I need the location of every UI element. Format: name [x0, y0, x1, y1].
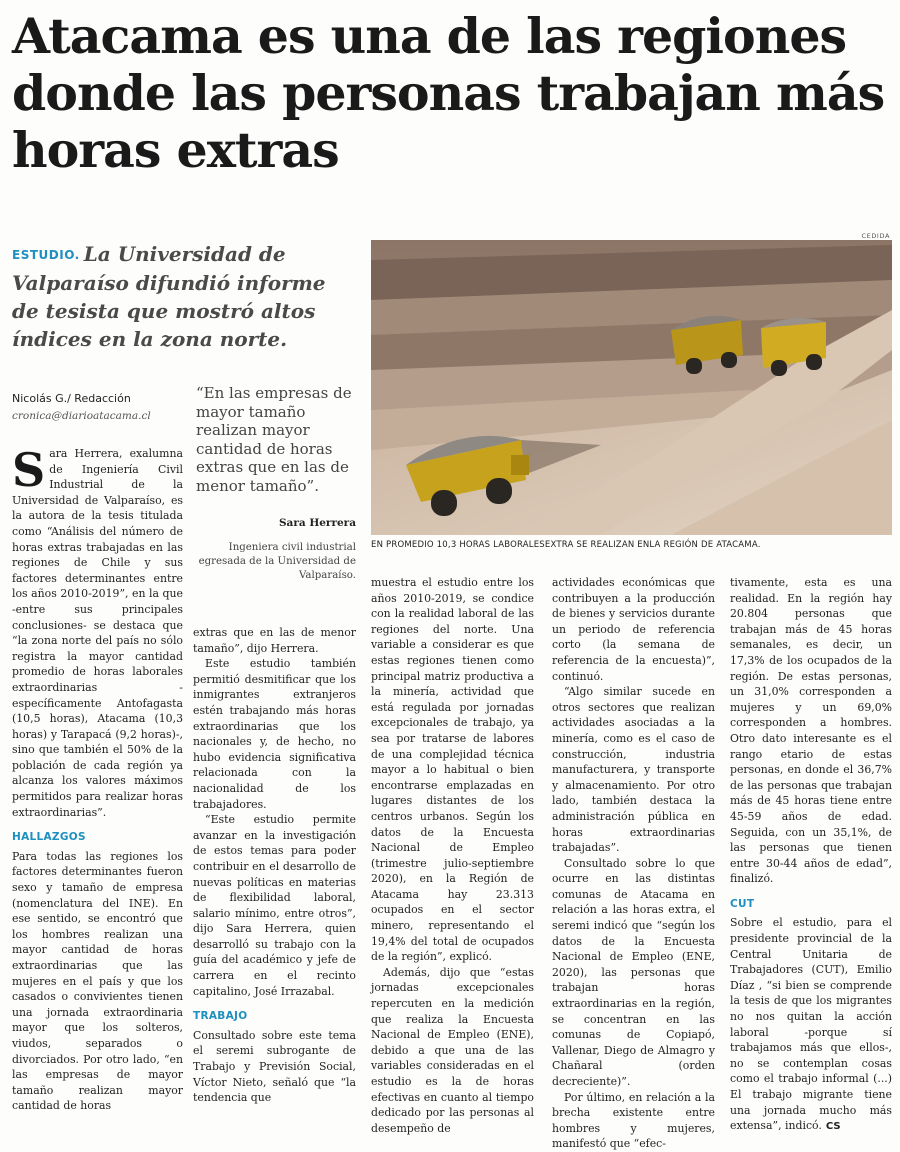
pull-quote: “En las empresas de mayor tamaño realizan mayor cantidad de horas extras que en las de menor tamaño”.: [196, 384, 352, 495]
column-2: [193, 625, 356, 1106]
col4-paragraph-1: actividades económicas que contribuyen a la producción de bienes y servicios durante un periodo de referencia corto (la semana de referencia de la encuesta)”, continuó.: [552, 576, 715, 683]
drop-cap: S: [12, 443, 46, 497]
col2-paragraph-1: extras que en las de menor tamaño”, dijo Herrera.: [193, 626, 356, 655]
col2-paragraph-2: Este estudio también permitió desmitificar que los inmigrantes extranjeros estén trabajando más horas extraordinarias que los nacionales y, de hecho, no hubo evidencia significativa relacionada con la nacionalidad de los trabajadores.: [193, 657, 356, 811]
column-3: [371, 575, 534, 1136]
col1-paragraph-2: Para todas las regiones los factores determinantes fueron sexo y tamaño de empresa (nomenclatura del INE). En ese sentido, se encontró que los hombres realizan una mayor cantidad de horas extraordinarias que las mujeres en el país y que los casados o convivientes tienen una jornada extraordinaria mayor que los solteros, viudos, separados o divorciados. Por otro lado, “en las empresas de mayor tamaño realizan mayor cantidad de horas: [12, 849, 183, 1113]
column-4: [552, 575, 715, 1152]
col2-paragraph-4: Consultado sobre este tema el seremi subrogante de Trabajo y Previsión Social, Víctor Nieto, señaló que “la tendencia que: [193, 1028, 356, 1105]
byline-email: cronica@diarioatacama.cl: [12, 410, 151, 422]
column-1: [12, 443, 183, 1114]
mining-trucks-photo: [371, 240, 892, 535]
kicker-text: La Universidad de Valparaíso difundió informe de tesista que mostró altos índices en la zona norte.: [12, 242, 326, 351]
photo-caption: EN PROMEDIO 10,3 HORAS LABORALESEXTRA SE REALIZAN ENLA REGIÓN DE ATACAMA.: [371, 540, 761, 550]
section-heading-cut: CUT: [730, 897, 755, 910]
end-mark-icon: CS: [825, 1121, 841, 1133]
mining-photo-illustration: [371, 240, 892, 535]
col2-paragraph-3: “Este estudio permite avanzar en la investigación de estos temas para poder contribuir en el desarrollo de nuevas políticas en materias de flexibilidad laboral, salario mínimo, entre otros”, dijo Sara Herrera, quien desarrolló su trabajo con la guía del académico y jefe de carrera en el recinto capitalino, José Irrazabal.: [193, 813, 356, 998]
kicker-tag: ESTUDIO.: [12, 248, 80, 262]
pull-quote-role: Ingeniera civil industrial egresada de la Universidad de Valparaíso.: [198, 542, 356, 581]
col5-paragraph-2: [730, 915, 892, 1134]
col1-paragraph-1: ara Herrera, exalumna de Ingeniería Civil Industrial de la Universidad de Valparaíso, es la autora de la tesis titulada como “Análisis del número de horas extras trabajadas en las regiones de Chile y sus factores determinantes entre los años 2010-2019”, en la que -entre sus principales conclusiones- se destaca que “la zona norte del país no sólo registra la mayor cantidad promedio de horas laborales extraordinarias -específicamente Antofagasta (10,5 horas), Atacama (10,3 horas) y Tarapacá (9,2 horas)-, sino que también el 50% de la población de cada región ya alcanza los valores máximos permitidos para realizar horas extraordinarias”.: [12, 447, 183, 819]
pull-quote-author: Sara Herrera: [278, 517, 356, 529]
column-5: [730, 575, 892, 1135]
photo-credit: CEDIDA: [861, 232, 890, 240]
col4-paragraph-4: Por último, en relación a la brecha existente entre hombres y mujeres, manifestó que “efec-: [552, 1090, 715, 1151]
section-heading-trabajo: TRABAJO: [193, 1010, 248, 1023]
section-heading-hallazgos: HALLAZGOS: [12, 831, 86, 844]
headline: Atacama es una de las regiones donde las personas trabajan más horas extras: [12, 7, 885, 179]
col5-paragraph-1: tivamente, esta es una realidad. En la región hay 20.804 personas que trabajan más de 45 horas semanales, es decir, un 17,3% de los ocupados de la región. De estas personas, un 31,0% corresponden a mujeres y un 69,0% corresponden a hombres. Otro dato interesante es el rango etario de estas personas, en donde el 36,7% de las personas que trabajan más de 45 horas tiene entre 45-59 años de edad. Seguida, con un 35,1%, de las personas que tienen entre 30-44 años de edad”, finalizó.: [730, 576, 892, 886]
byline-author: Nicolás G./ Redacción: [12, 392, 131, 405]
col3-paragraph-2: Además, dijo que “estas jornadas excepcionales repercuten en la medición que realiza la Encuesta Nacional de Empleo (ENE), debido a que una de las variables consideradas en el estudio es la de horas efectivas en cuanto al tiempo dedicado por las personas al desempeño de: [371, 965, 534, 1135]
col3-paragraph-1: muestra el estudio entre los años 2010-2019, se condice con la realidad laboral de las regiones del norte. Una variable a considerar es que estas regiones tienen como principal matriz productiva a la minería, actividad que está regulada por jornadas excepcionales de trabajo, ya sea por tratarse de labores de una complejidad técnica mayor a lo habitual o bien encontrarse emplazadas en lugares distantes de los centros urbanos. Según los datos de la Encuesta Nacional de Empleo (trimestre julio-septiembre 2020), en la Región de Atacama hay 23.313 ocupados en el sector minero, representando el 19,4% del total de ocupados de la región”, explicó.: [371, 576, 534, 964]
col4-paragraph-2: “Algo similar sucede en otros sectores que realizan actividades asociadas a la minería, como es el caso de construcción, industria manufacturera, y transporte y almacenamiento. Por otro lado, también destaca la administración pública en horas extraordinarias trabajadas”.: [552, 685, 715, 855]
byline: [12, 392, 151, 422]
col4-paragraph-3: Consultado sobre lo que ocurre en las distintas comunas de Atacama en relación a las horas extra, el seremi indicó que “según los datos de la Encuesta Nacional de Empleo (ENE, 2020), las personas que trabajan horas extraordinarias en la región, se concentran en las comunas de Copiapó, Vallenar, Diego de Almagro y Chañaral (orden decreciente)”.: [552, 856, 715, 1088]
kicker: [12, 240, 357, 353]
col5-paragraph-2-text: Sobre el estudio, para el presidente provincial de la Central Unitaria de Trabajadores (CUT), Emilio Díaz , “si bien se comprende la tesis de que los migrantes no nos quitan la acción laboral -porque sí trabajamos más que ellos-, no se contemplan cosas como el trabajo informal (...) El trabajo migrante tiene una jornada mucho más extensa”, indicó.: [730, 916, 892, 1133]
